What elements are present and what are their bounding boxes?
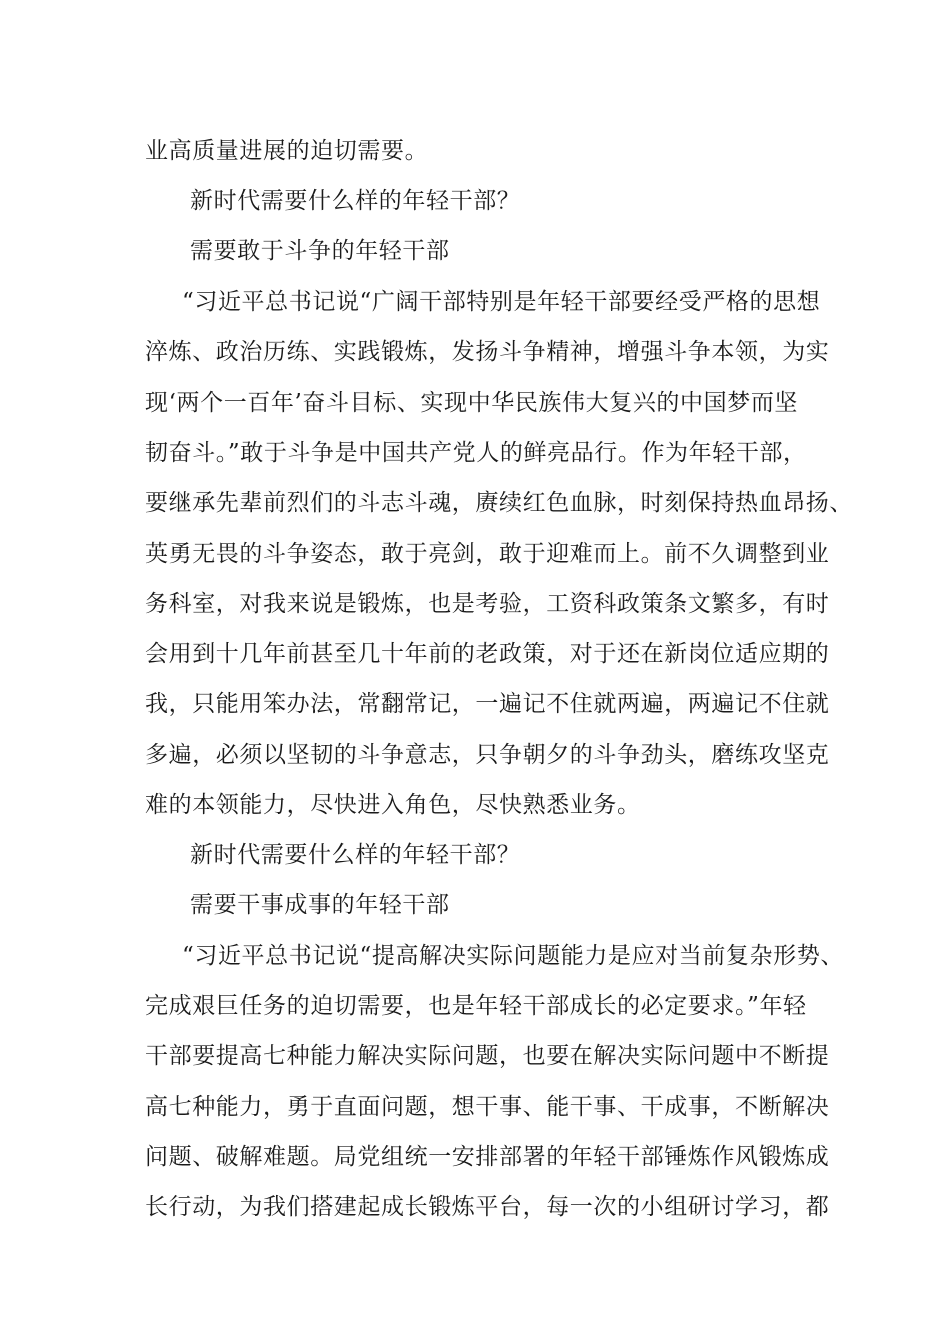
- text-line: 英勇无畏的斗争姿态，敢于亮剑，敢于迎难而上。前不久调整到业: [145, 541, 830, 567]
- text-line: 淬炼、政治历练、实践锻炼，发扬斗争精神，增强斗争本领，为实: [145, 339, 830, 365]
- text-line: 现‘两个一百年’奋斗目标、实现中华民族伟大复兴的中国梦而坚: [145, 390, 799, 416]
- text-line: 难的本领能力，尽快进入角色，尽快熟悉业务。: [145, 792, 641, 818]
- section-question: 新时代需要什么样的年轻干部？: [190, 188, 521, 214]
- text-line: “习近平总书记说“提高解决实际问题能力是应对当前复杂形势、: [182, 943, 844, 969]
- text-line: 完成艰巨任务的迫切需要，也是年轻干部成长的必定要求。”年轻: [145, 993, 807, 1019]
- text-line: 会用到十几年前甚至几十年前的老政策，对于还在新岗位适应期的: [145, 641, 830, 667]
- text-line: 要继承先辈前烈们的斗志斗魂，赓续红色血脉，时刻保持热血昂扬、: [145, 490, 853, 516]
- section-heading: 需要敢于斗争的年轻干部: [190, 238, 450, 264]
- text-line: 干部要提高七种能力解决实际问题，也要在解决实际问题中不断提: [145, 1043, 830, 1069]
- text-line: 多遍，必须以坚韧的斗争意志，只争朝夕的斗争劲头，磨练攻坚克: [145, 742, 830, 768]
- text-line: 业高质量进展的迫切需要。: [145, 138, 429, 164]
- text-line: “习近平总书记说“广阔干部特别是年轻干部要经受严格的思想: [182, 289, 821, 315]
- text-line: 长行动，为我们搭建起成长锻炼平台，每一次的小组研讨学习，都: [145, 1194, 830, 1220]
- text-line: 问题、破解难题。局党组统一安排部署的年轻干部锤炼作风锻炼成: [145, 1144, 830, 1170]
- text-line: 我，只能用笨办法，常翻常记，一遍记不住就两遍，两遍记不住就: [145, 691, 830, 717]
- text-line: 务科室，对我来说是锻炼，也是考验，工资科政策条文繁多，有时: [145, 591, 830, 617]
- section-question: 新时代需要什么样的年轻干部？: [190, 842, 521, 868]
- section-heading: 需要干事成事的年轻干部: [190, 892, 450, 918]
- text-line: 高七种能力，勇于直面问题，想干事、能干事、干成事，不断解决: [145, 1094, 830, 1120]
- text-line: 韧奋斗。”敢于斗争是中国共产党人的鲜亮品行。作为年轻干部，: [145, 440, 807, 466]
